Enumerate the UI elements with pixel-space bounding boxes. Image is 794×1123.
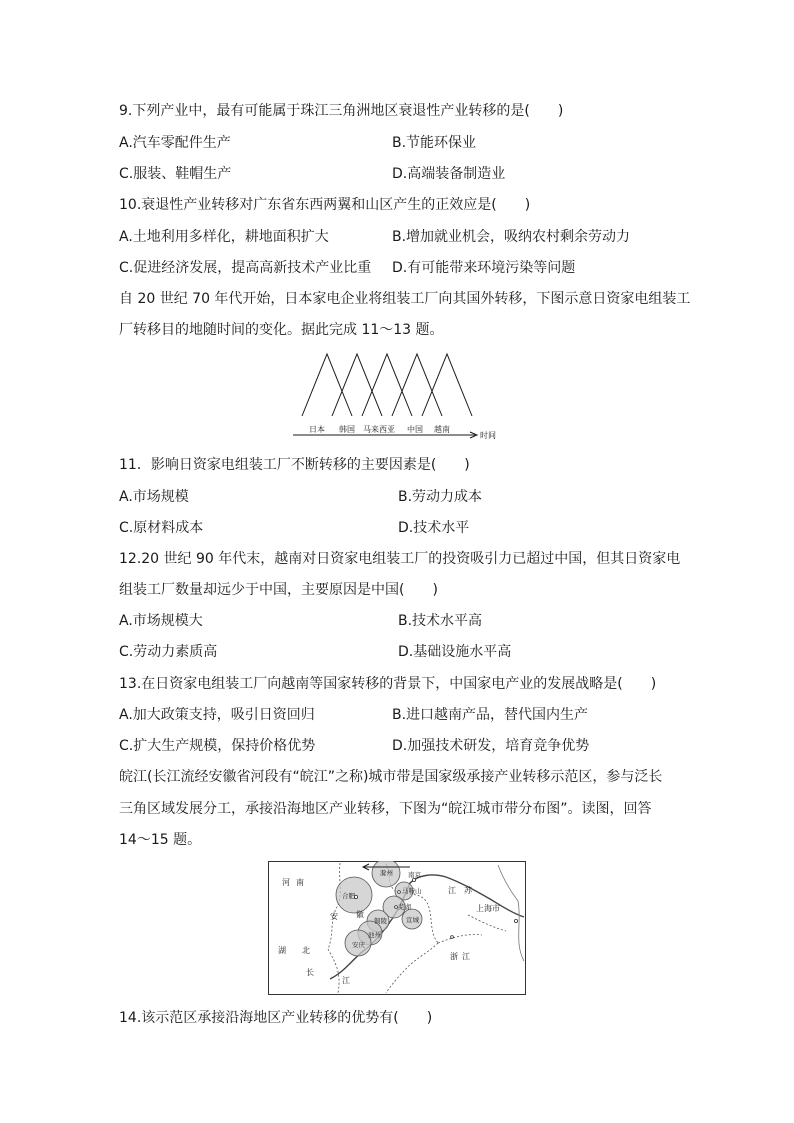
country-label-japan: 日本 [309,425,325,434]
q11-option-b: B.劳动力成本 [398,489,483,505]
city-maanshan: 马鞍山 [402,887,422,895]
q14-stem: 14.该示范区承接沿海地区产业转移的优势有( ) [119,1010,433,1026]
q10-option-c: C.促进经济发展，提高高新技术产业比重 [119,260,372,276]
q13-option-a: A.加大政策支持，吸引日资回归 [119,707,315,723]
river-label-2: 江 [342,976,350,985]
city-wuhu: 芜湖 [398,903,411,911]
q9-option-d: D.高端装备制造业 [392,166,506,182]
city-chizhou: 池州 [368,931,381,939]
dot-maanshan [398,891,401,894]
q12-stem-line1: 12.20 世纪 90 年代末，越南对日资家电组装工厂的投资吸引力已超过中国，但其日资家电 [119,551,681,567]
dot-shanghai [514,919,517,922]
city-chuzhou: 滁州 [380,869,393,877]
q9-option-c: C.服装、鞋帽生产 [119,166,232,182]
province-zhejiang: 浙江 [450,952,474,961]
dot-wuhu [395,906,398,909]
province-shanghai: 上海市 [476,904,500,913]
q10-stem: 10.衰退性产业转移对广东省东西两翼和山区产生的正效应是( ) [119,197,531,213]
intro1-line2: 厂转移目的地随时间的变化。据此完成 11～13 题。 [119,322,444,338]
country-label-malaysia: 马来西亚 [363,425,395,434]
q9-option-a: A.汽车零配件生产 [119,135,231,151]
intro1-line1: 自 20 世纪 70 年代开始，日本家电企业将组装工厂向其国外转移，下图示意日资家电组装工 [119,291,691,307]
time-axis-label: 时间 [480,431,496,440]
province-henan: 河南 [282,878,310,887]
city-anqing: 安庆 [352,941,365,949]
q13-option-d: D.加强技术研发，培育竞争优势 [392,738,590,754]
intro2-line2: 三角区域发展分工，承接沿海地区产业转移，下图为“皖江城市带分布图”。读图，回答 [119,801,652,817]
q11-stem: 11．影响日资家电组装工厂不断转移的主要因素是( ) [119,457,470,473]
province-anhui-2: 徽 [356,910,364,919]
dot-zhejiang [451,936,454,939]
province-hubei-1: 湖 [278,946,286,955]
intro2-line1: 皖江(长江流经安徽省河段有“皖江”之称)城市带是国家级承接产业转移示范区，参与泛长 [119,769,663,785]
q13-option-c: C.扩大生产规模，保持价格优势 [119,738,316,754]
q11-option-a: A.市场规模 [119,489,189,505]
q12-option-a: A.市场规模大 [119,613,203,629]
province-anhui-1: 安 [330,912,338,921]
river-label-1: 长 [306,968,314,977]
q9-stem: 9.下列产业中，最有可能属于珠江三角洲地区衰退性产业转移的是( ) [119,103,564,119]
q11-option-d: D.技术水平 [398,520,470,536]
country-label-korea: 韩国 [339,425,355,434]
q11-option-c: C.原材料成本 [119,520,204,536]
country-label-china: 中国 [407,425,423,434]
city-hefei: 合肥 [342,892,355,900]
q9-option-b: B.节能环保业 [392,135,477,151]
q10-option-d: D.有可能带来环境污染等问题 [392,260,576,276]
q10-option-a: A.土地利用多样化，耕地面积扩大 [119,229,329,245]
q10-option-b: B.增加就业机会，吸纳农村剩余劳动力 [392,229,631,245]
province-jiangsu: 江苏 [448,886,480,895]
q12-stem-line2: 组装工厂数量却远少于中国，主要原因是中国( ) [119,582,438,598]
intro2-line3: 14～15 题。 [119,832,202,848]
transfer-diagram [285,349,510,443]
q12-option-b: B.技术水平高 [398,613,483,629]
city-tongling: 铜陵 [374,917,387,925]
city-nanjing: 南京 [408,871,421,879]
country-label-vietnam: 越南 [434,425,450,434]
city-xuancheng: 宣城 [406,916,419,924]
province-hubei-2: 北 [302,946,310,955]
q13-stem: 13.在日资家电组装工厂向越南等国家转移的背景下，中国家电产业的发展战略是( ) [119,676,657,692]
q12-option-c: C.劳动力素质高 [119,644,218,660]
q13-option-b: B.进口越南产品，替代国内生产 [392,707,589,723]
q12-option-d: D.基础设施水平高 [398,644,512,660]
wanjiang-map [268,861,526,995]
